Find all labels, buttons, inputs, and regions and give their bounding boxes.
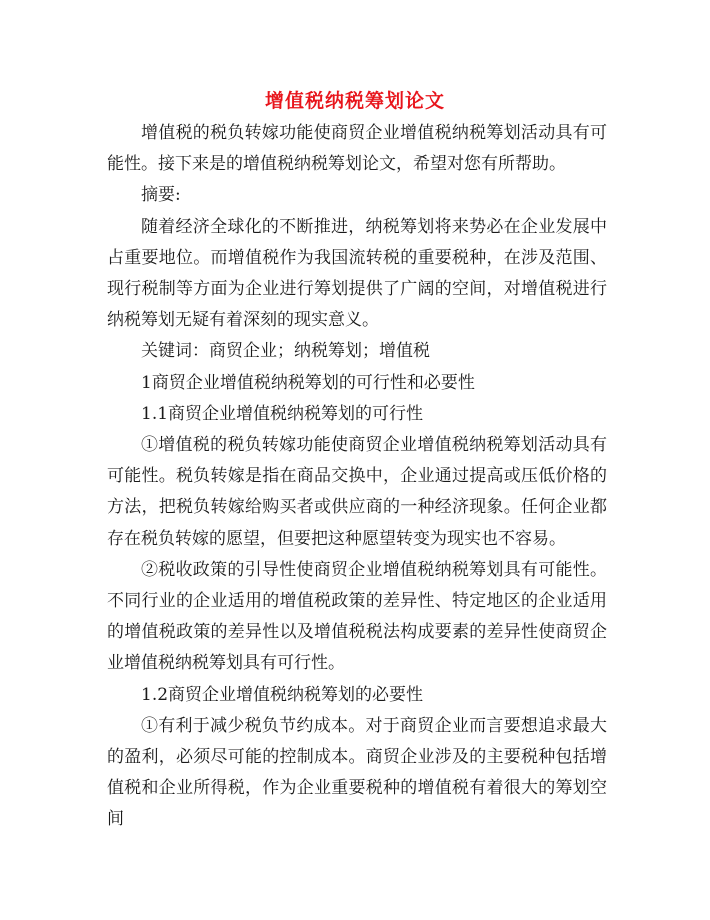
paragraph-necessity-1: ①有利于减少税负节约成本。对于商贸企业而言要想追求最大的盈利，必须尽可能的控制成本。商贸企业涉及的主要税种包括增值税和企业所得税，作为企业重要税种的增值税有着很大的筹划空间 [107, 715, 607, 830]
paragraph-feasibility-2: ②税收政策的引导性使商贸企业增值税纳税筹划具有可能性。不同行业的企业适用的增值税政策的差异性、特定地区的企业适用的增值税政策的差异性以及增值税税法构成要素的差异性使商贸企业增值税纳税筹划具有可行性。 [107, 559, 607, 674]
heading-section-1-1: 1.1商贸企业增值税纳税筹划的可行性 [141, 403, 424, 424]
heading-section-1-2: 1.2商贸企业增值税纳税筹划的必要性 [141, 684, 424, 705]
paragraph-abstract: 随着经济全球化的不断推进，纳税筹划将来势必在企业发展中占重要地位。而增值税作为我国流转税的重要税种，在涉及范围、现行税制等方面为企业进行筹划提供了广阔的空间，对增值税进行纳税筹划无疑有着深刻的现实意义。 [107, 216, 607, 331]
paragraph-feasibility-1: ①增值税的税负转嫁功能使商贸企业增值税纳税筹划活动具有可能性。税负转嫁是指在商品交换中，企业通过提高或压低价格的方法，把税负转嫁给购买者或供应商的一种经济现象。任何企业都存在税负转嫁的愿望，但要把这种愿望转变为现实也不容易。 [107, 435, 607, 549]
document-title: 增值税纳税筹划论文 [264, 90, 445, 112]
document-body [107, 118, 607, 836]
heading-section-1: 1商贸企业增值税纳税筹划的可行性和必要性 [141, 372, 475, 393]
paragraph-intro: 增值税的税负转嫁功能使商贸企业增值税纳税筹划活动具有可能性。接下来是的增值税纳税筹划论文，希望对您有所帮助。 [107, 123, 607, 175]
paragraph-keywords: 关键词：商贸企业；纳税筹划；增值税 [141, 341, 430, 362]
paragraph-abstract-label: 摘要: [141, 185, 181, 206]
